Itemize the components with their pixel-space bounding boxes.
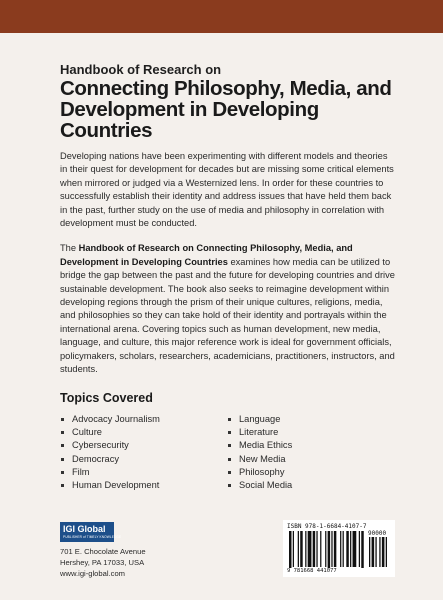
barcode-digits: 9 781668 441077 — [287, 568, 337, 574]
barcode-bars — [289, 531, 389, 568]
book-subtitle: Handbook of Research on — [60, 62, 222, 77]
barcode-addon-bar — [372, 537, 375, 567]
barcode-addon-bar — [375, 537, 376, 567]
description-paragraph-2 — [60, 242, 396, 376]
topic-item: New Media — [227, 453, 292, 466]
bullet-icon — [61, 418, 64, 421]
bullet-icon — [228, 444, 231, 447]
bullet-icon — [228, 471, 231, 474]
barcode-bar — [298, 531, 299, 567]
barcode-bar — [353, 531, 357, 567]
barcode-addon-bar — [369, 537, 370, 567]
barcode-bar — [359, 531, 360, 567]
logo-tagline: PUBLISHER of TIMELY KNOWLEDGE — [63, 535, 122, 539]
book-title — [60, 78, 396, 141]
book-title-line1: Connecting Philosophy, Media, and — [60, 77, 392, 100]
barcode-bar — [340, 531, 341, 567]
barcode-bar — [300, 531, 302, 567]
logo-name: IGI Global — [63, 524, 106, 534]
bullet-icon — [61, 484, 64, 487]
barcode-bar — [313, 531, 315, 567]
bullet-icon — [228, 458, 231, 461]
barcode-bar — [308, 531, 312, 567]
barcode-bar — [346, 531, 348, 567]
top-color-band — [0, 0, 443, 33]
barcode-bar — [328, 531, 330, 568]
bullet-icon — [61, 431, 64, 434]
topic-item: Advocacy Journalism — [60, 413, 160, 426]
bullet-icon — [61, 458, 64, 461]
topic-item: Language — [227, 413, 292, 426]
topic-item: Culture — [60, 426, 160, 439]
isbn-text: ISBN 978-1-6684-4107-7 — [287, 523, 367, 530]
topic-item: Philosophy — [227, 466, 292, 479]
paragraph2-prefix: The — [60, 243, 79, 254]
barcode-bar — [331, 531, 332, 567]
topic-item: Social Media — [227, 479, 292, 492]
bullet-icon — [61, 444, 64, 447]
price-code: 90000 — [368, 530, 387, 537]
barcode-bar — [350, 531, 351, 567]
paragraph2-body: examines how media can be utilized to bridge the gap between the past and the future for developing countries and drive sustainable development. The book also seeks to reimagine development within developing regions through the prism of their unique cultures, religions, media, and philosophies so they can take hold of their identity and portrayals within the international arena. Covering topics such as human development, new media, language, and culture, this major reference work is ideal for government officials, policymakers, scholars, researchers, academicians, practitioners, instructors, and students. — [60, 256, 395, 375]
topic-item: Cybersecurity — [60, 439, 160, 452]
barcode-bar — [305, 531, 306, 567]
bullet-icon — [228, 431, 231, 434]
topics-column-left — [60, 413, 160, 493]
book-title-line2: Development in Developing Countries — [60, 98, 319, 142]
publisher-address — [60, 546, 146, 579]
topics-list — [60, 413, 396, 493]
back-cover-content — [60, 62, 396, 493]
barcode-bar — [320, 531, 321, 567]
barcode-addon-bar — [386, 537, 387, 567]
barcode-bar — [289, 531, 291, 568]
topic-item: Human Development — [60, 479, 160, 492]
barcode-addon-bar — [382, 537, 385, 567]
topic-item: Media Ethics — [227, 439, 292, 452]
topics-heading: Topics Covered — [60, 390, 153, 405]
barcode-bar — [316, 531, 317, 567]
barcode-bar — [334, 531, 336, 567]
barcode-addon-bar — [379, 537, 380, 567]
barcode-box — [283, 520, 395, 577]
topic-item: Democracy — [60, 453, 160, 466]
barcode-bar — [343, 531, 344, 567]
topic-item: Literature — [227, 426, 292, 439]
topic-item: Film — [60, 466, 160, 479]
description-paragraph-1: Developing nations have been experimenting with different models and theories in their quest for development for decades but are missing some critical elements when mirrored or judged via a Westernized lens. In order for these countries to successfully establish their identity and address issues that have held them back in the past, further study on the use of media and philosophy in correlation with development must be conducted. — [60, 151, 394, 229]
barcode-bar — [325, 531, 326, 567]
bullet-icon — [61, 471, 64, 474]
address-line-2: Hershey, PA 17033, USA — [60, 558, 145, 567]
publisher-website: www.igi-global.com — [60, 569, 125, 578]
barcode-bar — [293, 531, 294, 567]
paragraph2-book-name: Handbook of Research on Connecting Philosophy, Media, and Development in Developing Countries — [60, 243, 353, 267]
address-line-1: 701 E. Chocolate Avenue — [60, 547, 146, 556]
igi-global-logo — [60, 522, 122, 542]
bullet-icon — [228, 484, 231, 487]
bullet-icon — [228, 418, 231, 421]
topics-column-right — [227, 413, 292, 493]
barcode-bar — [361, 531, 363, 568]
